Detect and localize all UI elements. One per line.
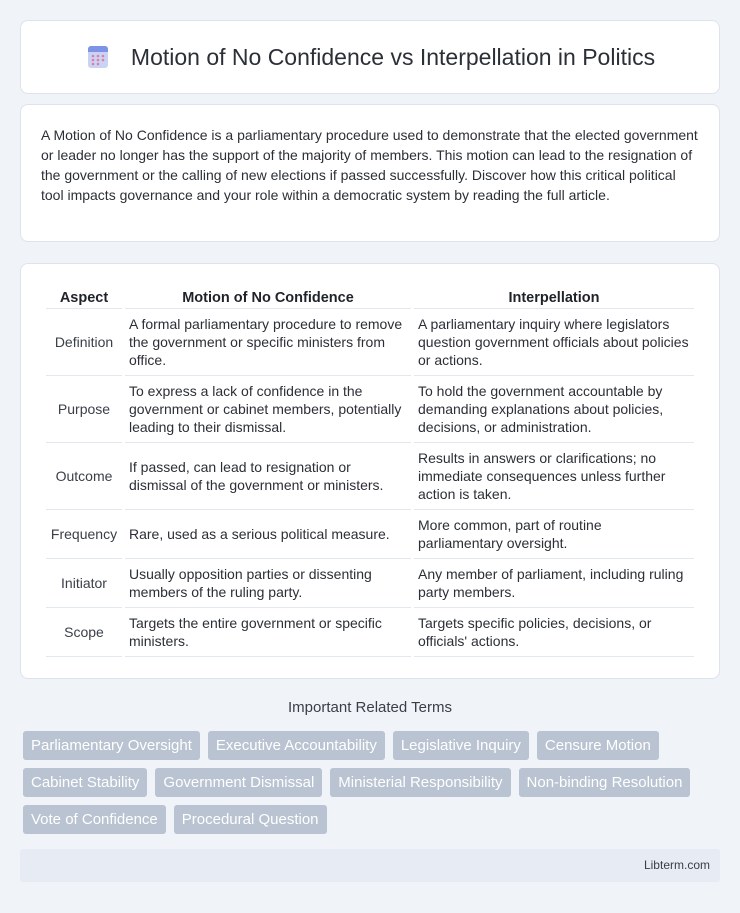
- header-interpellation: Interpellation: [414, 284, 694, 309]
- related-term-tag[interactable]: Parliamentary Oversight: [23, 731, 200, 760]
- cell-motion: Usually opposition parties or dissenting members of the ruling party.: [125, 559, 411, 608]
- cell-interpellation: To hold the government accountable by demanding explanations about policies, decisions, or administration.: [414, 376, 694, 443]
- table-row: [46, 443, 694, 510]
- cell-interpellation: More common, part of routine parliamentary oversight.: [414, 510, 694, 559]
- cell-aspect: Outcome: [46, 443, 122, 510]
- cell-aspect: Scope: [46, 608, 122, 657]
- cell-motion: A formal parliamentary procedure to remove the government or specific ministers from office.: [125, 309, 411, 376]
- cell-motion: Rare, used as a serious political measure.: [125, 510, 411, 559]
- cell-interpellation: Results in answers or clarifications; no immediate consequences unless further action is taken.: [414, 443, 694, 510]
- comparison-table: [43, 284, 697, 657]
- intro-card: [20, 104, 720, 242]
- table-row: [46, 559, 694, 608]
- table-row: [46, 309, 694, 376]
- intro-text: A Motion of No Confidence is a parliamentary procedure used to demonstrate that the elected government or leader no longer has the support of the majority of members. This motion can lead to the resignation of the government or the calling of new elections if passed successfully. Discover how this critical political tool impacts governance and your role within a democratic system by reading the full article.: [41, 127, 698, 203]
- footer: [20, 849, 720, 882]
- title-card: [20, 20, 720, 94]
- cell-aspect: Initiator: [46, 559, 122, 608]
- related-term-tag[interactable]: Procedural Question: [174, 805, 327, 834]
- comparison-table-card: [20, 263, 720, 679]
- related-term-tag[interactable]: Ministerial Responsibility: [330, 768, 510, 797]
- related-terms-title: Important Related Terms: [288, 699, 452, 716]
- related-term-tag[interactable]: Cabinet Stability: [23, 768, 147, 797]
- cell-interpellation: Targets specific policies, decisions, or officials' actions.: [414, 608, 694, 657]
- cell-motion: Targets the entire government or specific ministers.: [125, 608, 411, 657]
- header-aspect: Aspect: [46, 284, 122, 309]
- cell-interpellation: Any member of parliament, including ruling party members.: [414, 559, 694, 608]
- related-term-tag[interactable]: Non-binding Resolution: [519, 768, 691, 797]
- table-row: [46, 376, 694, 443]
- cell-aspect: Definition: [46, 309, 122, 376]
- table-row: [46, 608, 694, 657]
- cell-aspect: Frequency: [46, 510, 122, 559]
- cell-motion: If passed, can lead to resignation or dismissal of the government or ministers.: [125, 443, 411, 510]
- related-term-tag[interactable]: Government Dismissal: [155, 768, 322, 797]
- cell-interpellation: A parliamentary inquiry where legislators question government officials about policies or actions.: [414, 309, 694, 376]
- related-terms-list: [23, 731, 723, 834]
- document-icon: [85, 44, 111, 70]
- table-header-row: [46, 284, 694, 309]
- cell-motion: To express a lack of confidence in the government or cabinet members, potentially leading to their dismissal.: [125, 376, 411, 443]
- footer-site-link[interactable]: Libterm.com: [643, 858, 710, 872]
- header-motion: Motion of No Confidence: [125, 284, 411, 309]
- related-term-tag[interactable]: Legislative Inquiry: [393, 731, 529, 760]
- related-term-tag[interactable]: Executive Accountability: [208, 731, 385, 760]
- related-term-tag[interactable]: Vote of Confidence: [23, 805, 166, 834]
- table-row: [46, 510, 694, 559]
- related-term-tag[interactable]: Censure Motion: [537, 731, 659, 760]
- page-title: Motion of No Confidence vs Interpellation in Politics: [130, 43, 656, 70]
- cell-aspect: Purpose: [46, 376, 122, 443]
